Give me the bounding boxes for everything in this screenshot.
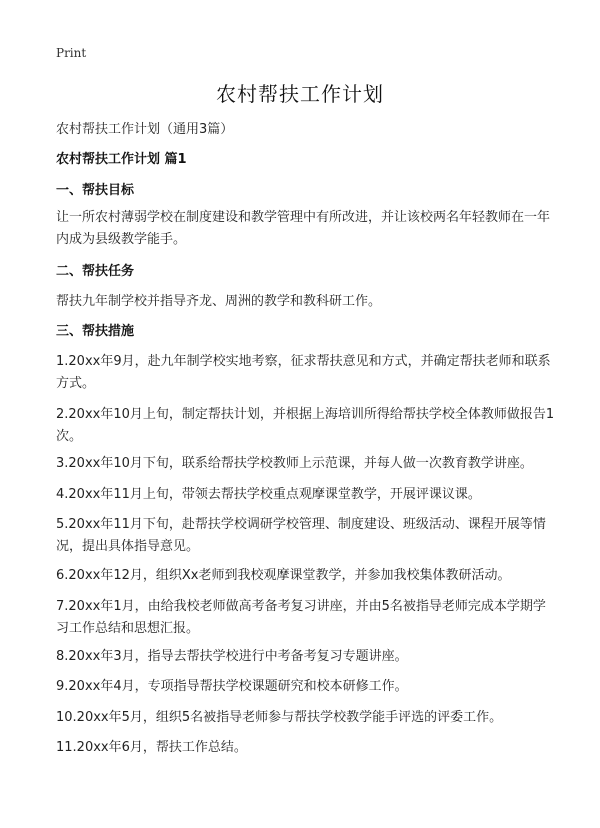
list-item: 6.20xx年12月，组织Xx老师到我校观摩课堂教学，并参加我校集体教研活动。 xyxy=(56,568,511,583)
list-item: 7.20xx年1月，由给我校老师做高考备考复习讲座，并由5名被指导老师完成本学期学习工作总结和思想汇报。 xyxy=(56,599,546,636)
list-item: 5.20xx年11月下旬，赴帮扶学校调研学校管理、制度建设、班级活动、课程开展等情况，提出具体指导意见。 xyxy=(56,517,546,554)
paragraph-goal: 让一所农村薄弱学校在制度建设和教学管理中有所改进，并让该校两名年轻教师在一年内成为县级教学能手。 xyxy=(56,210,551,247)
document-subtitle: 农村帮扶工作计划（通用3篇） xyxy=(56,122,234,137)
list-item: 10.20xx年5月，组织5名被指导老师参与帮扶学校教学能手评选的评委工作。 xyxy=(56,710,503,725)
list-item: 3.20xx年10月下旬，联系给帮扶学校教师上示范课，并每人做一次教育教学讲座。 xyxy=(56,456,533,471)
list-item: 8.20xx年3月，指导去帮扶学校进行中考备考复习专题讲座。 xyxy=(56,649,408,664)
page-title: 农村帮扶工作计划 xyxy=(216,82,384,106)
heading-goal: 一、帮扶目标 xyxy=(56,183,135,198)
list-item: 9.20xx年4月，专项指导帮扶学校课题研究和校本研修工作。 xyxy=(56,679,408,694)
section-heading: 农村帮扶工作计划 篇1 xyxy=(56,152,187,167)
heading-task: 二、帮扶任务 xyxy=(56,264,135,279)
list-item: 11.20xx年6月，帮扶工作总结。 xyxy=(56,740,247,755)
list-item: 1.20xx年9月，赴九年制学校实地考察，征求帮扶意见和方式，并确定帮扶老师和联系方式。 xyxy=(56,354,551,391)
heading-measures: 三、帮扶措施 xyxy=(56,324,135,339)
paragraph-task: 帮扶九年制学校并指导齐龙、周洲的教学和教科研工作。 xyxy=(56,294,382,309)
print-link[interactable]: Print xyxy=(56,46,87,60)
list-item: 2.20xx年10月上旬，制定帮扶计划，并根据上海培训所得给帮扶学校全体教师做报告1次。 xyxy=(56,407,555,444)
list-item: 4.20xx年11月上旬，带领去帮扶学校重点观摩课堂教学，开展评课议课。 xyxy=(56,487,481,502)
